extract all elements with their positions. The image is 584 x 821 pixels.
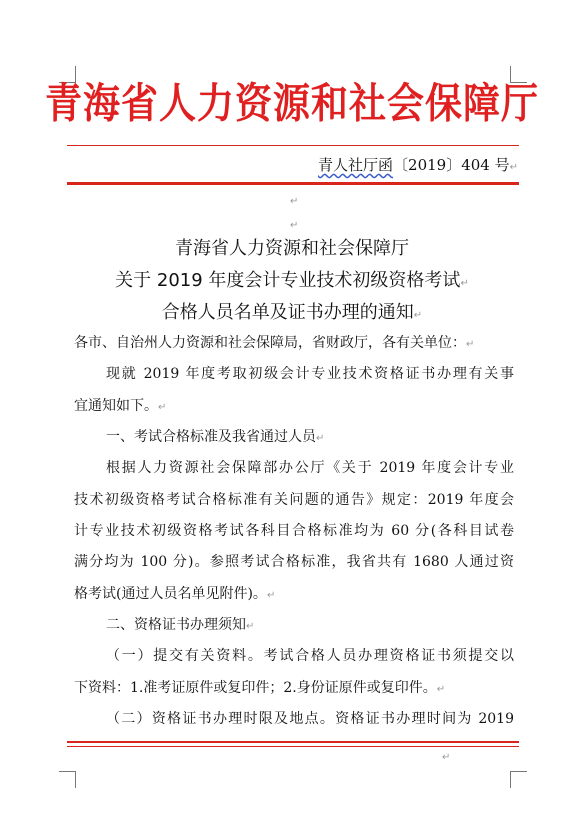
intro-line-2: [74, 396, 514, 418]
crop-mark-bottom-right: [510, 771, 527, 788]
doc-number-value: 〔2019〕404 号: [393, 156, 510, 174]
paragraph-mark: ↵: [466, 339, 475, 350]
title-line-2: [0, 269, 584, 296]
section-1-line-1: 根据人力资源社会保障部办公厅《关于 2019 年度会计专业: [106, 460, 514, 476]
doc-number-issuer: 青人社厅函: [318, 156, 394, 174]
salutation: [74, 333, 514, 355]
footer-rule-thin: [67, 746, 519, 747]
section-1-heading: [106, 427, 546, 449]
title-line-2-text: 关于 2019 年度会计专业技术初级资格考试: [115, 270, 461, 291]
paragraph-mark: ↵: [316, 433, 325, 444]
section-2-heading-text: 二、资格证书办理须知: [106, 617, 246, 633]
letterhead-rule-thin: [67, 145, 519, 146]
section-2-item-1-line-2-text: 下资料：1.准考证原件或复印件；2.身份证原件或复印件。: [74, 680, 437, 696]
section-1-line-3: 计专业技术初级资格考试各科目合格标准均为 60 分(各科目试卷: [74, 523, 514, 539]
section-1-line-4: 满分均为 100 分)。参照考试合格标准，我省共有 1680 人通过资: [74, 554, 514, 570]
intro-line-1: 现就 2019 年度考取初级会计专业技术资格证书办理有关事: [106, 366, 514, 382]
section-2-item-2-line-1: （二）资格证书办理时限及地点。资格证书办理时间为 2019: [106, 711, 514, 727]
title-line-1: [0, 237, 584, 261]
empty-paragraph-mark: ↵: [290, 220, 299, 231]
intro-line-2-text: 宜通知如下。: [74, 398, 158, 414]
section-2-item-1-line-2: [74, 678, 514, 700]
empty-paragraph-mark: ↵: [290, 196, 299, 207]
section-2-heading: [106, 615, 546, 637]
paragraph-mark: ↵: [413, 310, 423, 321]
salutation-text: 各市、自治州人力资源和社会保障局，省财政厅，各有关单位：: [74, 335, 466, 351]
paragraph-mark: ↵: [460, 278, 469, 289]
crop-mark-bottom-left: [59, 771, 76, 788]
document-number: [318, 154, 518, 179]
paragraph-mark: ↵: [266, 590, 276, 601]
section-2-item-1-line-1: （一）提交有关资料。考试合格人员办理资格证书须提交以: [106, 648, 514, 664]
title-line-3-text: 合格人员名单及证书办理的通知: [161, 302, 414, 323]
section-1-heading-text: 一、考试合格标准及我省通过人员: [106, 429, 316, 445]
paragraph-mark: ↵: [246, 621, 255, 632]
paragraph-mark: ↵: [158, 402, 167, 413]
footer-rule-thick: [67, 741, 519, 743]
letterhead-rule-thick: [67, 182, 519, 185]
title-line-3: [0, 301, 584, 328]
empty-paragraph-mark: ↵: [442, 752, 451, 763]
paragraph-mark: ↵: [436, 684, 446, 695]
letterhead-title: 青海省人力资源和社会保障厅: [45, 79, 539, 128]
paragraph-mark: ↵: [509, 162, 518, 173]
section-1-line-2: 技术初级资格考试合格标准有关问题的通告》规定：2019 年度会: [74, 492, 514, 508]
title-line-1-text: 青海省人力资源和社会保障厅: [175, 238, 409, 259]
section-1-line-5: [74, 584, 514, 606]
section-1-line-5-text: 格考试(通过人员名单见附件)。: [74, 586, 267, 602]
